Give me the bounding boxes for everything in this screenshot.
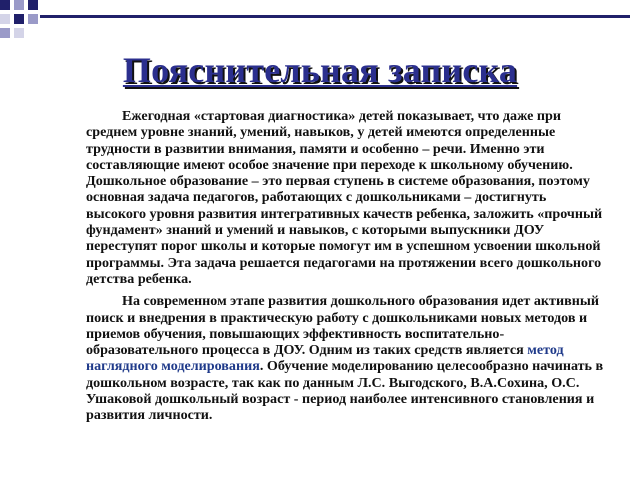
corner-decoration — [0, 0, 640, 40]
page-title: Пояснительная записка — [122, 50, 518, 90]
paragraph-diagnostics: Ежегодная «стартовая диагностика» детей показывает, что даже при среднем уровне знаний, умений, навыков, у детей имеются определенные трудности в развитии внимания, памяти и особенно – речи. Именно эти составляющие имеют особое значение при переходе к школьному обучению. Дошкольное образование – это первая ступень в системе образования, поэтому основная задача педагогов, работающих с дошкольниками – достигнуть высокого уровня развития интегративных качеств ребенка, заложить «прочный фундамент» знаний и умений и навыков, с которыми выпускники ДОУ переступят порог школы и которые помогут им в успешном усвоении школьной программы. Эта задача решается педагогами на протяжении всего дошкольного детства ребенка. — [86, 108, 603, 287]
highlighted-term: метод наглядного моделирования — [86, 342, 564, 375]
decor-square — [14, 28, 24, 38]
decor-square — [14, 14, 24, 24]
body-text — [86, 108, 606, 430]
decor-square — [14, 0, 24, 10]
decor-square — [28, 0, 38, 10]
paragraph-modeling — [86, 293, 606, 423]
header-rule — [40, 15, 630, 18]
paragraph-modeling-rest: . Обучение моделированию целесообразно начинать в дошкольном возрасте, так как по данным Л.С. Выгодского, В.А.Сохина, О.С. Ушаковой дошкольный возраст - период наиболее интенсивного становления и развития личности. — [86, 358, 604, 424]
decor-square — [0, 28, 10, 38]
paragraph-modeling-intro: На современном этапе развития дошкольного образования идет активный поиск и внедрения в практическую работу с дошкольниками новых методов и приемов обучения, повышающих эффективность воспитательно-образовательного процесса в ДОУ. Одним из таких средств является — [86, 293, 599, 359]
decor-square — [0, 0, 10, 10]
decor-square — [0, 14, 10, 24]
decor-square — [28, 14, 38, 24]
